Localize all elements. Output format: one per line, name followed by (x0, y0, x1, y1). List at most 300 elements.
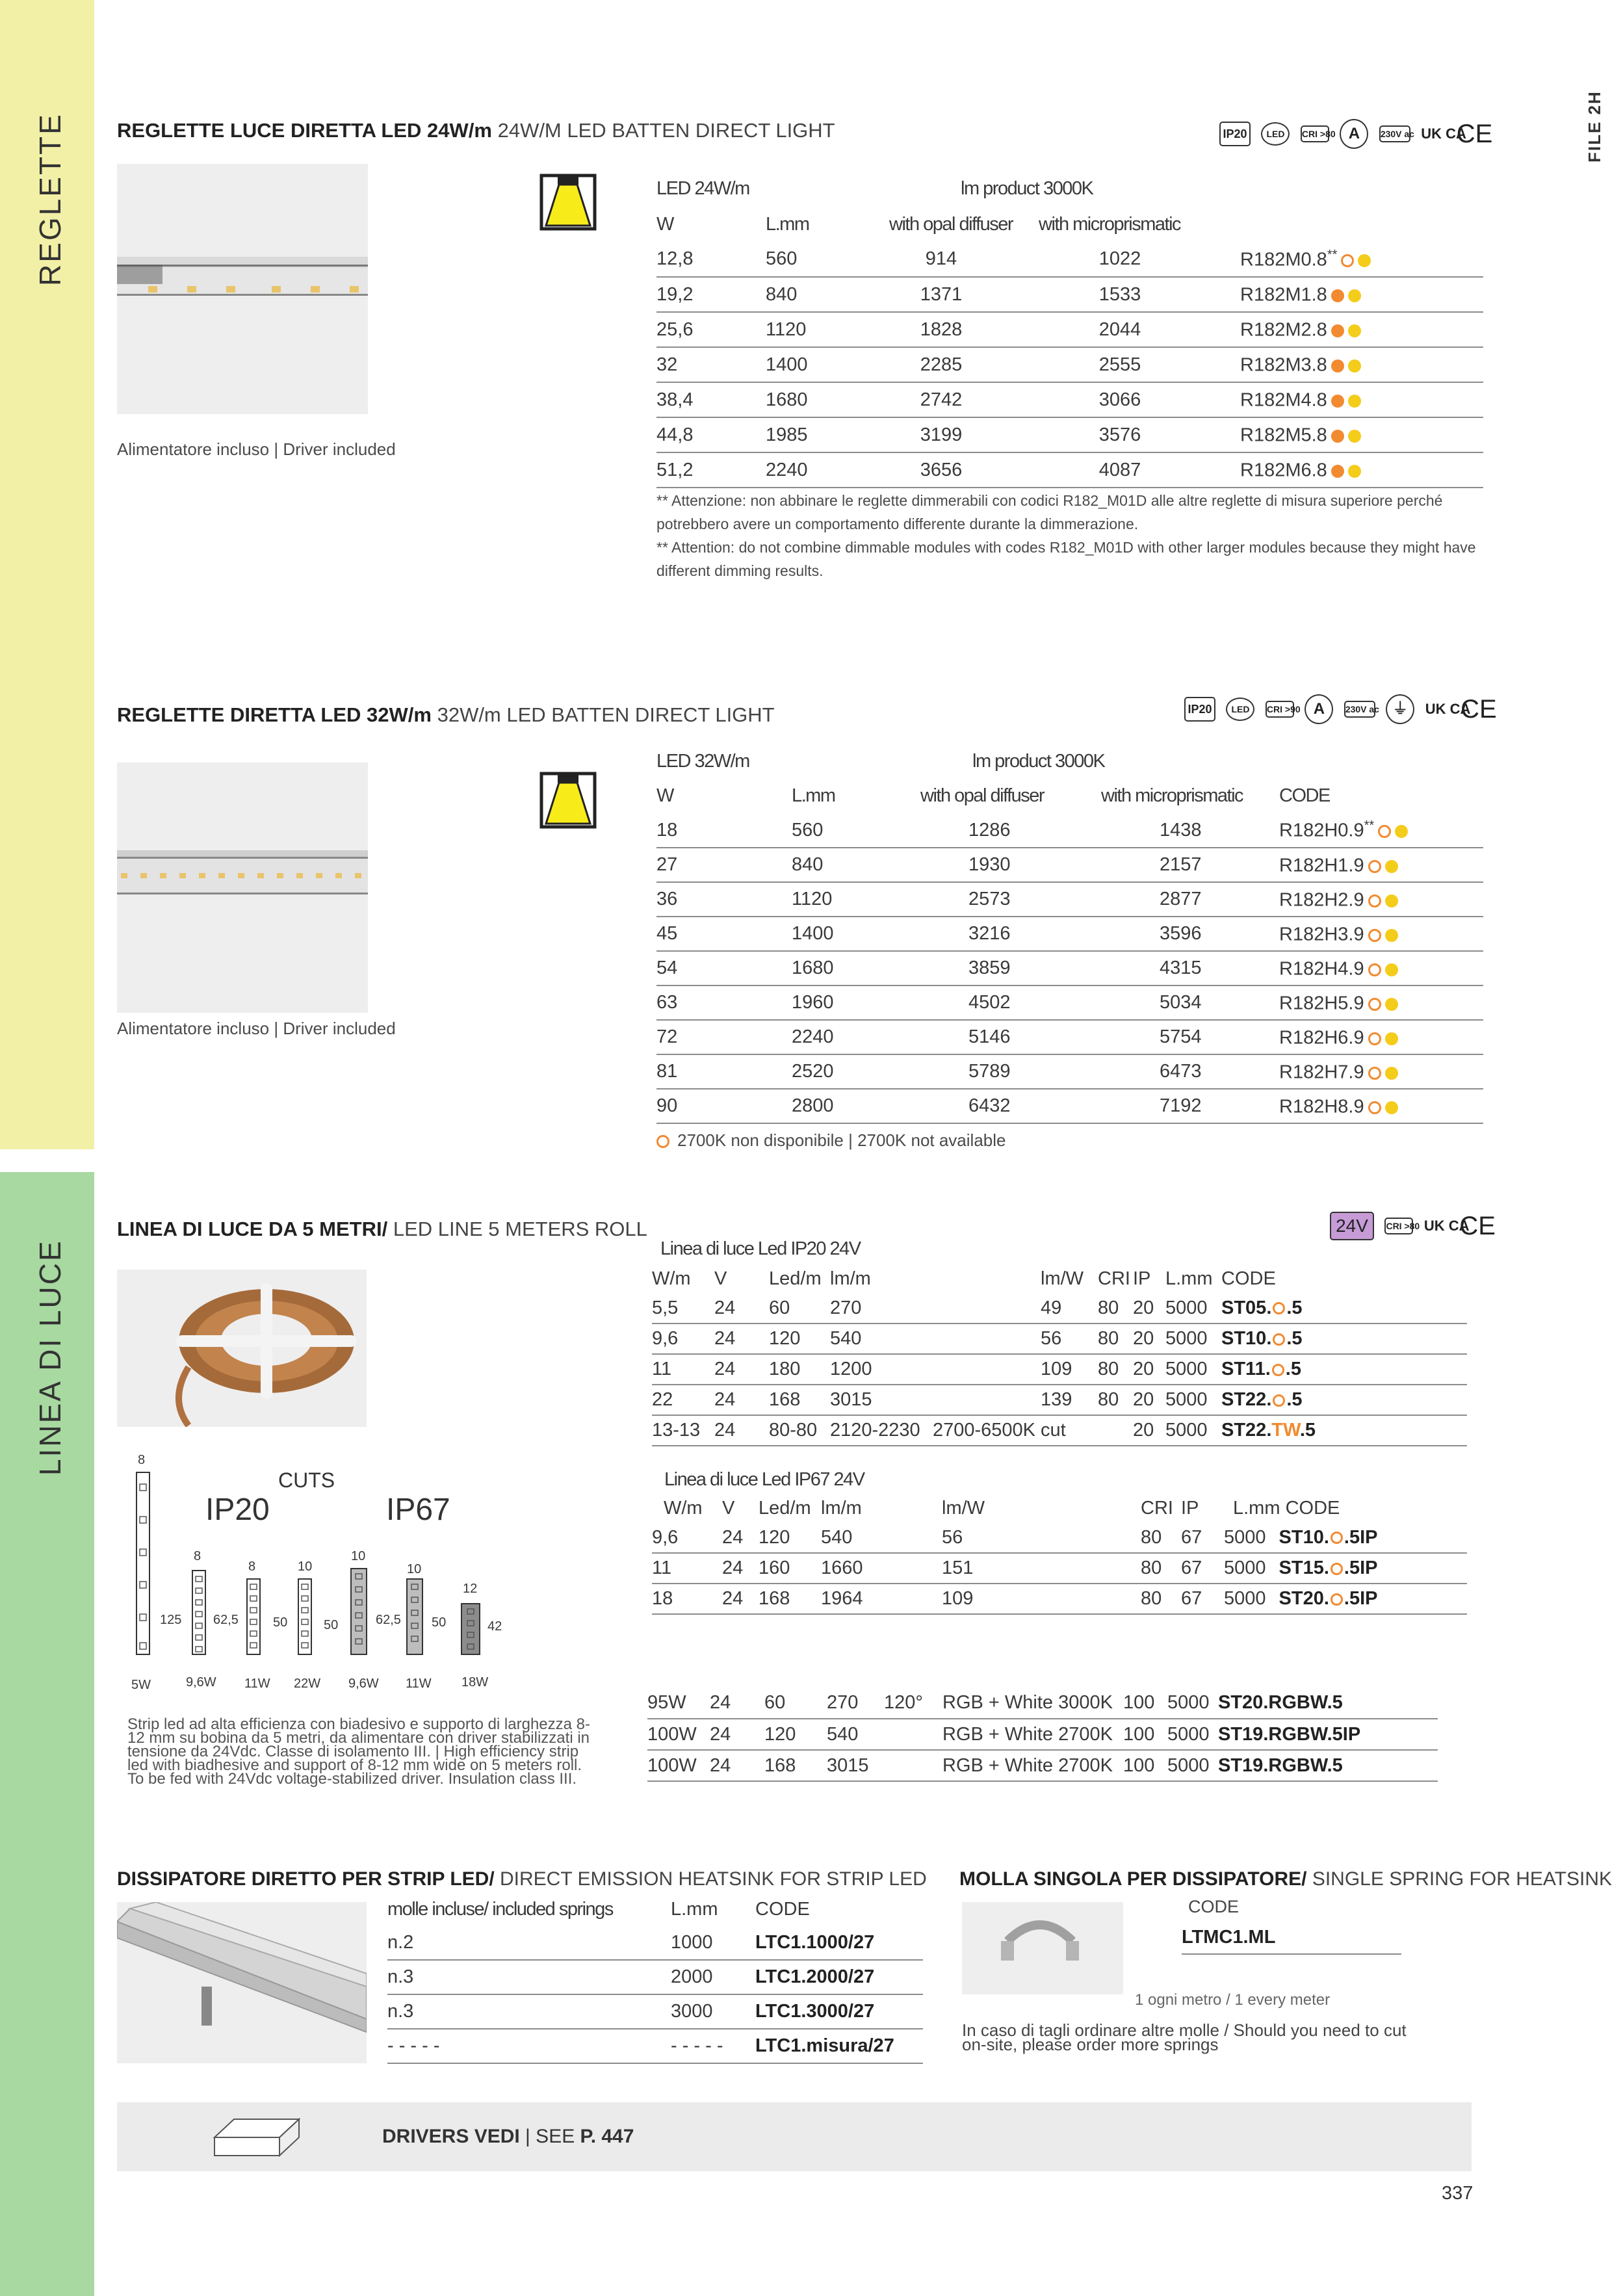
cell-ledm: 60 (769, 1293, 830, 1324)
code-suffix: .5 (1286, 1297, 1303, 1318)
cell-cct (933, 1293, 1041, 1324)
drivers-link[interactable]: DRIVERS VEDI | SEE P. 447 (382, 2126, 634, 2147)
cell-cri: 80 (1098, 1354, 1133, 1385)
cut-dim-8b: 8 (194, 1549, 201, 1563)
cell-len: 5000 (1224, 1588, 1266, 1609)
ring-cct-icon (1273, 1302, 1285, 1314)
cell-lm-opal: 5146 (920, 1020, 1101, 1054)
cell-cri: 80 (1141, 1553, 1181, 1584)
side-label-reglette: REGLETTE (33, 112, 67, 286)
section-title-reglette-32w: REGLETTE DIRETTA LED 32W/m 32W/m LED BATTEN DIRECT LIGHT (117, 703, 775, 726)
s2-caption: Alimentatore incluso | Driver included (117, 1019, 396, 1038)
s2-head-w: W (656, 785, 673, 806)
cell-lmw: 56 (942, 1522, 1102, 1553)
cri80-icon: CRI >80 (1301, 125, 1329, 142)
cell-v: 24 (722, 1553, 759, 1584)
cell-len: 5000 (1165, 1293, 1221, 1324)
cut-dim-10c: 10 (407, 1562, 422, 1576)
t2-head-lmm: lm/m (821, 1497, 862, 1519)
cell-code (1279, 1527, 1378, 1548)
cell-v: 24 (710, 1688, 764, 1719)
cell-lm-micro: 2157 (1101, 848, 1279, 882)
dot-3000k-icon (1385, 1067, 1398, 1080)
led-roll-photo (117, 1270, 367, 1427)
cell-ledm: 60 (764, 1688, 827, 1719)
code-prefix: ST05. (1221, 1297, 1272, 1318)
dot-2700k-icon (1331, 359, 1344, 372)
ring-2700k-icon (1368, 894, 1381, 907)
cell-ip: 20 (1133, 1324, 1165, 1354)
code-suffix: .5 (1299, 1420, 1316, 1441)
code-prefix: ST11. (1221, 1359, 1271, 1379)
cell-code: ST19.RGBW.5 (1218, 1750, 1438, 1781)
ring-2700k-icon (1368, 963, 1381, 976)
cell-length: 840 (792, 848, 920, 882)
reglette-24w-image (117, 164, 368, 414)
cell-cri: 80 (1098, 1324, 1133, 1354)
cell-code: R182H8.9 (1279, 1096, 1364, 1117)
dot-2700k-icon (1331, 324, 1344, 337)
cut-w-11a: 11W (244, 1676, 270, 1691)
cell-lm-opal: 3859 (920, 951, 1101, 985)
cell-wm: 18 (652, 1584, 722, 1614)
cell-lmm: 1660 (821, 1553, 942, 1584)
cell-length: 2800 (792, 1089, 920, 1123)
cuts-diagram (117, 1453, 520, 1700)
cell-wm: 22 (652, 1385, 714, 1415)
cell-angle (884, 1719, 942, 1750)
led-icon: LED (1226, 698, 1254, 721)
ring-2700k-icon (1341, 254, 1354, 267)
cell-lm-opal: 1930 (920, 848, 1101, 882)
s1-caption: Alimentatore incluso | Driver included (117, 439, 396, 459)
cell-code (1279, 1558, 1378, 1578)
cell-cri: 80 (1098, 1293, 1133, 1324)
dot-3000k-icon (1395, 825, 1408, 838)
table-row (656, 312, 1483, 347)
reglette-32w-image (117, 763, 368, 1013)
table-reglette-24w (656, 170, 1483, 488)
cut-dim-10a: 10 (298, 1559, 313, 1574)
s2-head-l: L.mm (792, 785, 835, 806)
earth-icon: ⏚ (1386, 694, 1414, 724)
cell-lm-opal: 2573 (920, 882, 1101, 917)
code-suffix: .5IP (1344, 1588, 1378, 1609)
s3-description: Strip led ad alta efficienza con biadesivo e supporto di larghezza 8-12 mm su bobina da 5 metri, da alimentare con driver stabilizzati in tensione da 24Vdc. Classe di isolamento III. | High efficiency strip led with biadhesive and support of 8-12 mm wide on 5 meters roll. To be fed with 24Vdc voltage-stabilized driver. Insulation class III. (127, 1715, 590, 1788)
cell-lm-opal: 3199 (889, 417, 1039, 452)
cell-desc: RGB + White 3000K (942, 1688, 1123, 1719)
s1-note-en: ** Attention: do not combine dimmable modules with codes R182_M01D with other larger modules because they might have different dimming results. (656, 539, 1476, 579)
cell-length: 560 (766, 242, 889, 277)
cell-len: 5000 (1165, 1415, 1221, 1446)
s4-head-l: L.mm (671, 1898, 718, 1920)
cell-code: LTC1.misura/27 (755, 2029, 923, 2063)
t1-head-cri: CRI (1098, 1268, 1130, 1289)
code-prefix: ST15. (1279, 1558, 1329, 1578)
cell-v: 24 (722, 1584, 759, 1614)
cert-icons-3 (1330, 1212, 1503, 1240)
cut-h-125: 125 (160, 1613, 182, 1627)
section-title-linea: LINEA DI LUCE DA 5 METRI/ LED LINE 5 METERS ROLL (117, 1218, 647, 1240)
cut-dim-8c: 8 (248, 1559, 256, 1574)
table-row (652, 1324, 1467, 1354)
code-prefix: ST22. (1221, 1420, 1272, 1441)
code-prefix: ST10. (1221, 1328, 1272, 1349)
cell-cct (933, 1385, 1041, 1415)
cell-lm-micro: 7192 (1101, 1089, 1279, 1123)
cell-springs: n.3 (387, 1960, 671, 1994)
cell-lmm: 1200 (830, 1354, 933, 1385)
spring-image (962, 1902, 1123, 1994)
direct-light-icon (539, 772, 597, 829)
cell-code: R182M3.8 (1240, 354, 1327, 376)
t2-head-ledm: Led/m (759, 1497, 811, 1519)
cell-watt: 100W (647, 1750, 710, 1781)
cell-ip: 20 (1133, 1354, 1165, 1385)
cell-wm: 11 (652, 1553, 722, 1584)
cell-lm-micro: 6473 (1101, 1054, 1279, 1089)
dot-2700k-icon (1331, 289, 1344, 302)
t1-head-wm: W/m (652, 1268, 691, 1289)
a-class-icon: A (1340, 119, 1368, 149)
cell-ip: 67 (1181, 1584, 1224, 1614)
dot-3000k-icon (1385, 963, 1398, 976)
ring-cct-icon (1272, 1364, 1284, 1376)
cell-lmw: cut (1041, 1415, 1098, 1446)
section-title-reglette-24w: REGLETTE LUCE DIRETTA LED 24W/m 24W/M LED BATTEN DIRECT LIGHT (117, 119, 835, 142)
table-row (656, 848, 1483, 882)
ring-2700k-icon (656, 1135, 669, 1148)
ring-cct-icon (1331, 1532, 1343, 1544)
cell-lmw: 139 (1041, 1385, 1098, 1415)
file-tag: FILE 2H (1585, 90, 1604, 163)
cell-length: 1120 (792, 882, 920, 917)
cell-lm-opal: 6432 (920, 1089, 1101, 1123)
cut-w-11b: 11W (406, 1676, 432, 1691)
cut-w-96b: 9,6W (348, 1676, 379, 1691)
side-label-linea: LINEA DI LUCE (33, 1239, 67, 1476)
cell-length: 1400 (792, 917, 920, 951)
cell-springs: n.2 (387, 1925, 671, 1960)
ring-cct-icon (1331, 1563, 1343, 1575)
cell-lm-opal: 3656 (889, 452, 1039, 488)
cell-code: LTC1.1000/27 (755, 1925, 923, 1960)
t2-head-code: L.mm CODE (1233, 1497, 1340, 1519)
cert-icons-2 (1184, 694, 1505, 724)
cell-lm-micro: 1533 (1039, 277, 1240, 312)
v24-icon: 24V (1330, 1212, 1374, 1240)
t1-head-ip: IP (1133, 1268, 1151, 1289)
t2-head-v: V (722, 1497, 735, 1519)
cell-code: R182M0.8 (1240, 249, 1327, 270)
led-icon: LED (1261, 122, 1290, 146)
cell-lmm: 2120-2230 (830, 1415, 933, 1446)
table-row (647, 1750, 1438, 1781)
cell-desc: RGB + White 2700K (942, 1750, 1123, 1781)
cell-len: 5000 (1165, 1324, 1221, 1354)
cell-code: R182H6.9 (1279, 1027, 1364, 1049)
table-row (656, 417, 1483, 452)
cell-v: 24 (722, 1522, 759, 1553)
ring-2700k-icon (1368, 998, 1381, 1011)
cell-lmm: 540 (827, 1719, 884, 1750)
cell-code: LTC1.2000/27 (755, 1960, 923, 1994)
cell-lmw: 109 (942, 1584, 1102, 1614)
s1-head-w: W (656, 213, 673, 235)
cell-lm-opal: 2285 (889, 347, 1039, 382)
dot-3000k-icon (1385, 894, 1398, 907)
page-number: 337 (1442, 2183, 1474, 2204)
note-mark: ** (1327, 247, 1338, 262)
s2-head-micro: with microprismatic (1101, 785, 1243, 806)
ring-2700k-icon (1368, 1032, 1381, 1045)
cell-ledm: 168 (759, 1584, 821, 1614)
dot-2700k-icon (1331, 430, 1344, 443)
s1-head-l: L.mm (766, 213, 809, 235)
ring-2700k-icon (1368, 1067, 1381, 1080)
cell-lm-opal: 1828 (889, 312, 1039, 347)
table-row (652, 1553, 1467, 1584)
cell-lm-micro: 2555 (1039, 347, 1240, 382)
cell-desc: RGB + White 2700K (942, 1719, 1123, 1750)
cell-ledm: 80-80 (769, 1415, 830, 1446)
note-mark: ** (1364, 818, 1375, 833)
cell-lmw: 109 (1041, 1354, 1098, 1385)
cell-code: R182H4.9 (1279, 958, 1364, 980)
cell-code: R182M6.8 (1240, 460, 1327, 481)
cell-watt: 36 (656, 882, 792, 917)
table-reglette-32w (656, 744, 1483, 1124)
cut-dim-10b: 10 (351, 1549, 366, 1563)
cell-code (1279, 1588, 1378, 1609)
ukca-icon: UK CA (1425, 701, 1471, 717)
table-row (656, 242, 1483, 277)
ring-2700k-icon (1378, 825, 1391, 838)
ring-2700k-icon (1368, 1101, 1381, 1114)
cell-len: 5000 (1167, 1750, 1218, 1781)
table-row (656, 1089, 1483, 1123)
t1-head-lmm: lm/m (830, 1268, 871, 1289)
cell-length: 560 (792, 813, 920, 848)
cell-lm-opal: 914 (889, 242, 1039, 277)
cell-lmw: 49 (1041, 1293, 1098, 1324)
cell-cri: 80 (1141, 1522, 1181, 1553)
code-prefix: ST20. (1279, 1588, 1329, 1609)
cell-ledm: 120 (764, 1719, 827, 1750)
cut-h-625b: 62,5 (376, 1613, 401, 1627)
cell-length: 3000 (671, 1994, 755, 2029)
cell-lm-opal: 2742 (889, 382, 1039, 417)
cell-v: 24 (714, 1385, 769, 1415)
t2-head-wm: W/m (664, 1497, 703, 1519)
cell-lm-micro: 1022 (1039, 242, 1240, 277)
ring-cct-icon (1273, 1333, 1285, 1346)
cell-lm-micro: 1438 (1101, 813, 1279, 848)
s5-per-meter: 1 ogni metro / 1 every meter (1135, 1991, 1331, 2009)
ce-icon: CE (1456, 120, 1493, 148)
cell-ledm: 168 (764, 1750, 827, 1781)
cell-lm-opal: 4502 (920, 985, 1101, 1020)
dot-3000k-icon (1385, 860, 1398, 873)
t1-head-len: L.mm (1165, 1268, 1213, 1289)
s2-legend: 2700K non disponibile | 2700K not available (656, 1130, 1006, 1151)
direct-light-icon (539, 174, 597, 231)
table-row (652, 1522, 1467, 1553)
cell-code: R182H3.9 (1279, 924, 1364, 945)
cell-lm-micro: 3596 (1101, 917, 1279, 951)
table-row (387, 1925, 923, 1960)
ip20-icon: IP20 (1184, 697, 1215, 722)
s1-note (656, 489, 1488, 582)
table-heatsink (387, 1893, 923, 2064)
s2-head-lm: lm product 3000K (972, 750, 1105, 772)
dot-2700k-icon (1331, 395, 1344, 408)
dot-3000k-icon (1385, 998, 1398, 1011)
cell-lm-micro: 5034 (1101, 985, 1279, 1020)
s2-head-code: CODE (1279, 785, 1330, 806)
cell-wm: 13-13 (652, 1415, 714, 1446)
cell-lmm: 1964 (821, 1584, 942, 1614)
cell-ip: 20 (1133, 1293, 1165, 1324)
cell-ledm: 168 (769, 1385, 830, 1415)
cell-lm-opal: 1371 (889, 277, 1039, 312)
cell-code: R182H7.9 (1279, 1062, 1364, 1083)
cell-ledm: 160 (759, 1553, 821, 1584)
dot-3000k-icon (1358, 254, 1371, 267)
code-tw: TW (1271, 1420, 1300, 1441)
s1-head-micro: with microprismatic (1039, 213, 1181, 235)
cell-springs: - - - - - (387, 2029, 671, 2063)
t2-head-cri: CRI (1141, 1497, 1173, 1519)
cell-code: R182H1.9 (1279, 855, 1364, 876)
drivers-bar (117, 2102, 1472, 2171)
cell-wm: 9,6 (652, 1522, 722, 1553)
cell-v: 24 (710, 1719, 764, 1750)
ring-cct-icon (1331, 1593, 1343, 1606)
dot-3000k-icon (1348, 324, 1361, 337)
driver-icon (208, 2111, 307, 2163)
s2-head-opal: with opal diffuser (920, 785, 1045, 806)
ring-2700k-icon (1368, 860, 1381, 873)
cell-length: 1680 (766, 382, 889, 417)
cell-ip: 20 (1133, 1415, 1165, 1446)
table-row (652, 1584, 1467, 1614)
ce-icon: CE (1459, 1212, 1496, 1240)
cell-cct (933, 1354, 1041, 1385)
table-row (656, 917, 1483, 951)
cut-h-50a: 50 (273, 1615, 288, 1630)
cri90-icon: CRI >90 (1266, 701, 1294, 718)
cell-v: 24 (710, 1750, 764, 1781)
dot-3000k-icon (1348, 430, 1361, 443)
cell-lmm: 540 (830, 1324, 933, 1354)
heatsink-image (117, 1902, 367, 2063)
led-roll-image (117, 1270, 367, 1427)
cell-lm-micro: 3066 (1039, 382, 1240, 417)
t1-head-v: V (714, 1268, 727, 1289)
cell-watt: 27 (656, 848, 792, 882)
s1-note-it: ** Attenzione: non abbinare le reglette dimmerabili con codici R182_M01D alle altre reglette di misura superiore perché potrebbero avere un comportamento differente durante la dimmerazione. (656, 492, 1443, 532)
cell-code: ST19.RGBW.5IP (1218, 1719, 1438, 1750)
cell-watt: 44,8 (656, 417, 766, 452)
cell-length: 2240 (792, 1020, 920, 1054)
cell-lm-micro: 2877 (1101, 882, 1279, 917)
code-prefix: ST22. (1221, 1389, 1272, 1410)
cri80-icon: CRI >80 (1384, 1218, 1413, 1234)
cell-v: 24 (714, 1293, 769, 1324)
cell-cct (933, 1324, 1041, 1354)
cell-cri (1098, 1415, 1133, 1446)
cell-ip: 67 (1181, 1522, 1224, 1553)
cell-cct: 2700-6500K (933, 1415, 1041, 1446)
cell-code: R182M4.8 (1240, 389, 1327, 411)
cell-springs: n.3 (387, 1994, 671, 2029)
cell-ledm: 180 (769, 1354, 830, 1385)
cuts-strips (117, 1453, 520, 1674)
cell-lmm: 540 (821, 1522, 942, 1553)
cut-w-96a: 9,6W (186, 1675, 216, 1689)
cell-watt: 100W (647, 1719, 710, 1750)
table-linea-ip67 (652, 1494, 1467, 1615)
code-suffix: .5 (1286, 1389, 1303, 1410)
cell-length: 2520 (792, 1054, 920, 1089)
cell-code: R182H0.9 (1279, 820, 1364, 841)
cell-lmw: 151 (942, 1553, 1102, 1584)
table-row (656, 1020, 1483, 1054)
cuts-ip67: IP67 (386, 1493, 450, 1527)
cell-length: 840 (766, 277, 889, 312)
table-row (656, 347, 1483, 382)
table-row (652, 1385, 1467, 1415)
table-row (387, 1994, 923, 2029)
t1-head-code: CODE (1221, 1268, 1276, 1289)
cell-watt: 90 (656, 1089, 792, 1123)
cell-watt: 72 (656, 1020, 792, 1054)
t1-label: Linea di luce Led IP20 24V (660, 1238, 861, 1259)
dot-3000k-icon (1348, 289, 1361, 302)
cut-w-22: 22W (294, 1676, 321, 1691)
cell-len: 5000 (1165, 1354, 1221, 1385)
cell-length: - - - - - (671, 2029, 755, 2063)
table-row (652, 1354, 1467, 1385)
table-row (656, 382, 1483, 417)
v230-icon: 230V ac (1344, 701, 1375, 718)
dot-3000k-icon (1385, 1032, 1398, 1045)
cell-watt: 54 (656, 951, 792, 985)
s1-head-lm: lm product 3000K (961, 177, 1093, 199)
dot-3000k-icon (1348, 359, 1361, 372)
table-row (656, 452, 1483, 488)
s5-code: LTMC1.ML (1182, 1927, 1401, 1955)
t2-label: Linea di luce Led IP67 24V (664, 1469, 864, 1490)
code-suffix: .5 (1286, 1328, 1303, 1349)
cell-angle: 120° (884, 1688, 942, 1719)
table-row (387, 2029, 923, 2063)
cell-lm-micro: 3576 (1039, 417, 1240, 452)
table-row (647, 1688, 1438, 1719)
cell-length: 1960 (792, 985, 920, 1020)
table-row (387, 1960, 923, 1994)
s5-code-head: CODE (1188, 1897, 1240, 1916)
ukca-icon: UK CA (1421, 125, 1466, 142)
cell-len: 5000 (1224, 1526, 1266, 1548)
cell-lm-micro: 2044 (1039, 312, 1240, 347)
s2-head-led: LED 32W/m (656, 750, 749, 772)
cell-watt: 19,2 (656, 277, 766, 312)
cell-ledm: 120 (769, 1324, 830, 1354)
cell-code: R182H5.9 (1279, 993, 1364, 1014)
table-linea-ip20 (652, 1264, 1467, 1446)
